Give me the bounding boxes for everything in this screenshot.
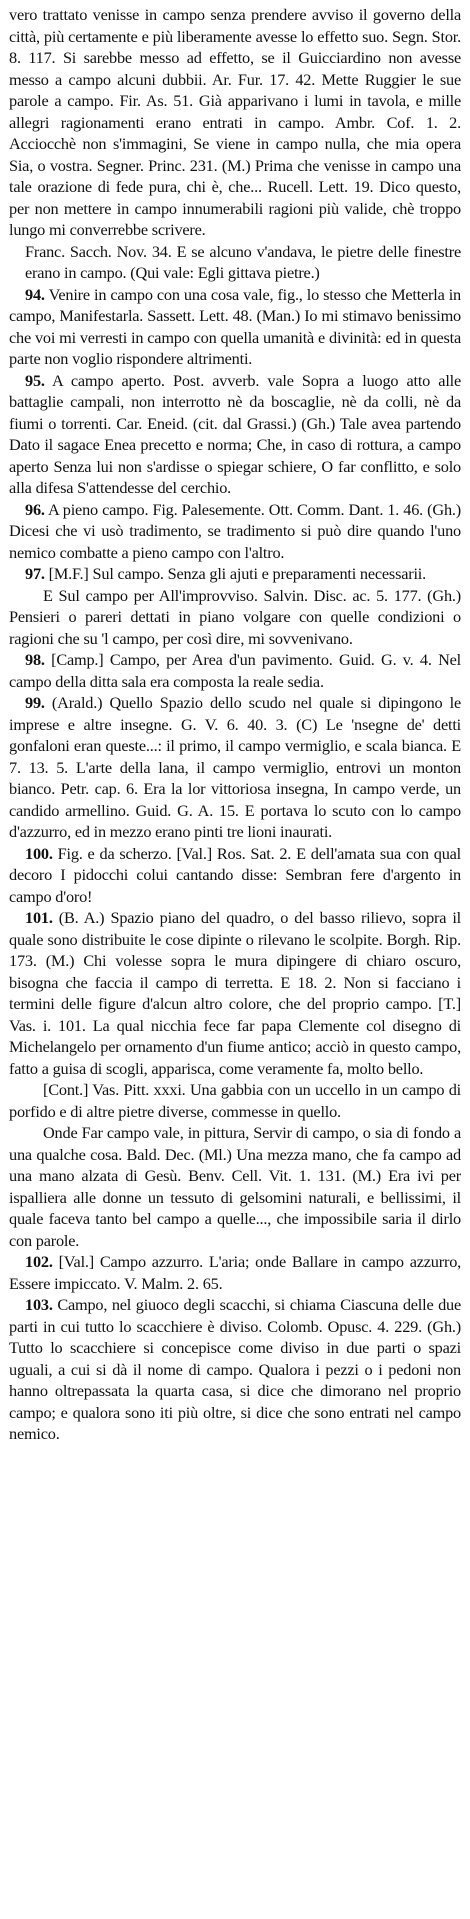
entry-number: 103. (25, 1295, 53, 1314)
paragraph-text: vero trattato venisse in campo senza prendere avviso il governo della città, più certamente e più liberamente avesse lo effetto suo. Segn. Stor. 8. 117. Si sarebbe messo ad effetto, se il Guicciardino non avesse messo a campo alcuni dubbii. Ar. Fur. 17. 42. Mette Ruggier le sue parole a campo. Fir. As. 51. Già apparivano i lumi in tavola, e mille allegri ragionamenti erano entrati in campo. Ambr. Cof. 1. 2. Acciocchè non s'immagini, Se viene in campo nulla, che mia opera Sia, o vostra. Segner. Princ. 231. (M.) Prima che venisse in campo una tale orazione di fede pura, chi è, che... Rucell. Lett. 19. Dico questo, per non mettere in campo innumerabili ragioni più valide, chè troppo lungo mi converrebbe scrivere. (9, 5, 461, 239)
entry-text: (B. A.) Spazio piano del quadro, o del basso rilievo, sopra il quale sono distribuite le cose dipinte o rilevano le scolpite. Borgh. Rip. 173. (M.) Chi volesse sopra le mura dipingere di chiaro oscuro, bisogna che faccia il campo di terretta. E 18. 2. Non si facciano i termini delle figure d'alcun altro colore, che del proprio campo. [T.] Vas. i. 101. La qual nicchia fece far papa Clemente col disegno di Michelangelo per ornamento d'un fiume antico; acciò in questo campo, fatto a guisa di scogli, apparisca, come veramente fa, molto bello. (9, 908, 461, 1078)
entry-text: A campo aperto. Post. avverb. vale Sopra a luogo atto alle battaglie campali, non interrotto nè da boscaglie, nè da colli, nè da fiumi o torrenti. Car. Eneid. (cit. dal Grassi.) (Gh.) Tale avea partendo Dato il sagace Enea precetto e norma; Che, in caso di rottura, a campo aperto Senza lui non s'ardisse o spiegar schiere, O far conflitto, e solo alla difesa S'attendesse del cerchio. (9, 370, 461, 497)
entry-95 (9, 370, 461, 499)
entry-number: 102. (25, 1252, 53, 1271)
entry-100 (9, 843, 461, 908)
entry-101 (9, 907, 461, 1079)
entry-97 (9, 563, 461, 585)
paragraph-text: Onde Far campo vale, in pittura, Servir di campo, o sia di fondo a una qualche cosa. Bald. Dec. (Ml.) Una mezza mano, che fa campo ad una mano alzata di Gesù. Benv. Cell. Vit. 1. 131. (M.) Era ivi per ispalliera alle donne un tessuto di gelsomini naturali, e bellissimi, il quale faceva tanto bel campo a quelle..., che impossibile saria il dirlo con parole. (9, 1123, 461, 1250)
paragraph-text: E Sul campo per All'improvviso. Salvin. Disc. ac. 5. 177. (Gh.) Pensieri o pareri dettati in piano volgare con quelle condizioni o ragioni che su 'l campo, per così dire, mi sovvenivano. (9, 585, 461, 648)
entry-99 (9, 692, 461, 843)
entry-98 (9, 649, 461, 692)
entry-text: [M.F.] Sul campo. Senza gli ajuti e preparamenti necessarii. (48, 564, 426, 583)
entry-text: Campo, nel giuoco degli scacchi, si chiama Ciascuna delle due parti in cui tutto lo scacchiere è diviso. Colomb. Opusc. 4. 229. (Gh.) Tutto lo scacchiere si concepisce come diviso in due parti o spazi uguali, a cui si dà il nome di campo. Qualora i pezzi o i pedoni non hanno oltrepassata la quarta casa, si dice che dimorano nel proprio campo; e qualora sono iti più oltre, si dice che sono entrati nel campo nemico. (9, 1295, 461, 1443)
entry-number: 101. (25, 908, 53, 927)
entry-102 (9, 1251, 461, 1294)
entry-text: Fig. e da scherzo. [Val.] Ros. Sat. 2. E dell'amata sua con qual decoro I pidocchi colui cantando disse: Sembran fere d'argento in campo d'oro! (9, 843, 461, 906)
entry-101-sub-cont (9, 1079, 461, 1122)
paragraph-text: [Cont.] Vas. Pitt. xxxi. Una gabbia con un uccello in un campo di porfido e di altre pietre diverse, commesse in quello. (9, 1080, 461, 1121)
entry-text: A pieno campo. Fig. Palesemente. Ott. Comm. Dant. 1. 46. (Gh.) Dicesi che vi usò tradimento, se tradimento si può dire quando l'uno nemico combatte a pieno campo con l'altro. (9, 499, 461, 562)
entry-96 (9, 499, 461, 564)
entry-number: 99. (25, 693, 45, 712)
citation-franc-sacch (9, 241, 461, 284)
entry-text: [Val.] Campo azzurro. L'aria; onde Ballare in campo azzurro, Essere impiccato. V. Malm. 2. 65. (9, 1252, 461, 1293)
entry-103 (9, 1294, 461, 1445)
entry-101-sub-far-campo (9, 1122, 461, 1251)
entry-number: 94. (25, 284, 45, 304)
entry-text: (Arald.) Quello Spazio dello scudo nel quale si dipingono le imprese e altre insegne. G. V. 6. 40. 3. (C) Le 'nsegne de' detti gonfaloni eran queste...: il primo, il campo vermiglio, e scala bianca. E 7. 13. 5. L'arte della lana, il campo vermiglio, entrovi un monton bianco. Petr. cap. 6. Era la lor vittoriosa insegna, In campo verde, un candido armellino. Guid. G. A. 15. E portava lo scuto con lo campo d'azzurro, ed in mezzo erano pinti tre lioni inaurati. (9, 693, 461, 841)
entry-text: [Camp.] Campo, per Area d'un pavimento. Guid. G. v. 4. Nel campo della ditta sala era composta la reale sedia. (9, 650, 461, 691)
entry-93-continuation (9, 4, 461, 241)
entry-text: Venire in campo con una cosa vale, fig., lo stesso che Metterla in campo, Manifestarla. Sassett. Lett. 48. (Man.) Io mi stimavo benissimo che voi mi verresti in campo con quella umanità e divinità: ed in questa parte non voglio rispondere altrimenti. (9, 284, 462, 368)
entry-94 (9, 284, 461, 370)
entry-number: 98. (25, 650, 45, 669)
entry-number: 100. (25, 843, 53, 863)
entry-number: 97. (25, 564, 45, 583)
entry-number: 95. (25, 370, 45, 390)
dictionary-column (9, 4, 461, 1445)
paragraph-text: Franc. Sacch. Nov. 34. E se alcuno v'andava, le pietre delle finestre erano in campo. (Qui vale: Egli gittava pietre.) (25, 241, 461, 282)
entry-97-sub (9, 585, 461, 650)
entry-number: 96. (25, 499, 45, 519)
